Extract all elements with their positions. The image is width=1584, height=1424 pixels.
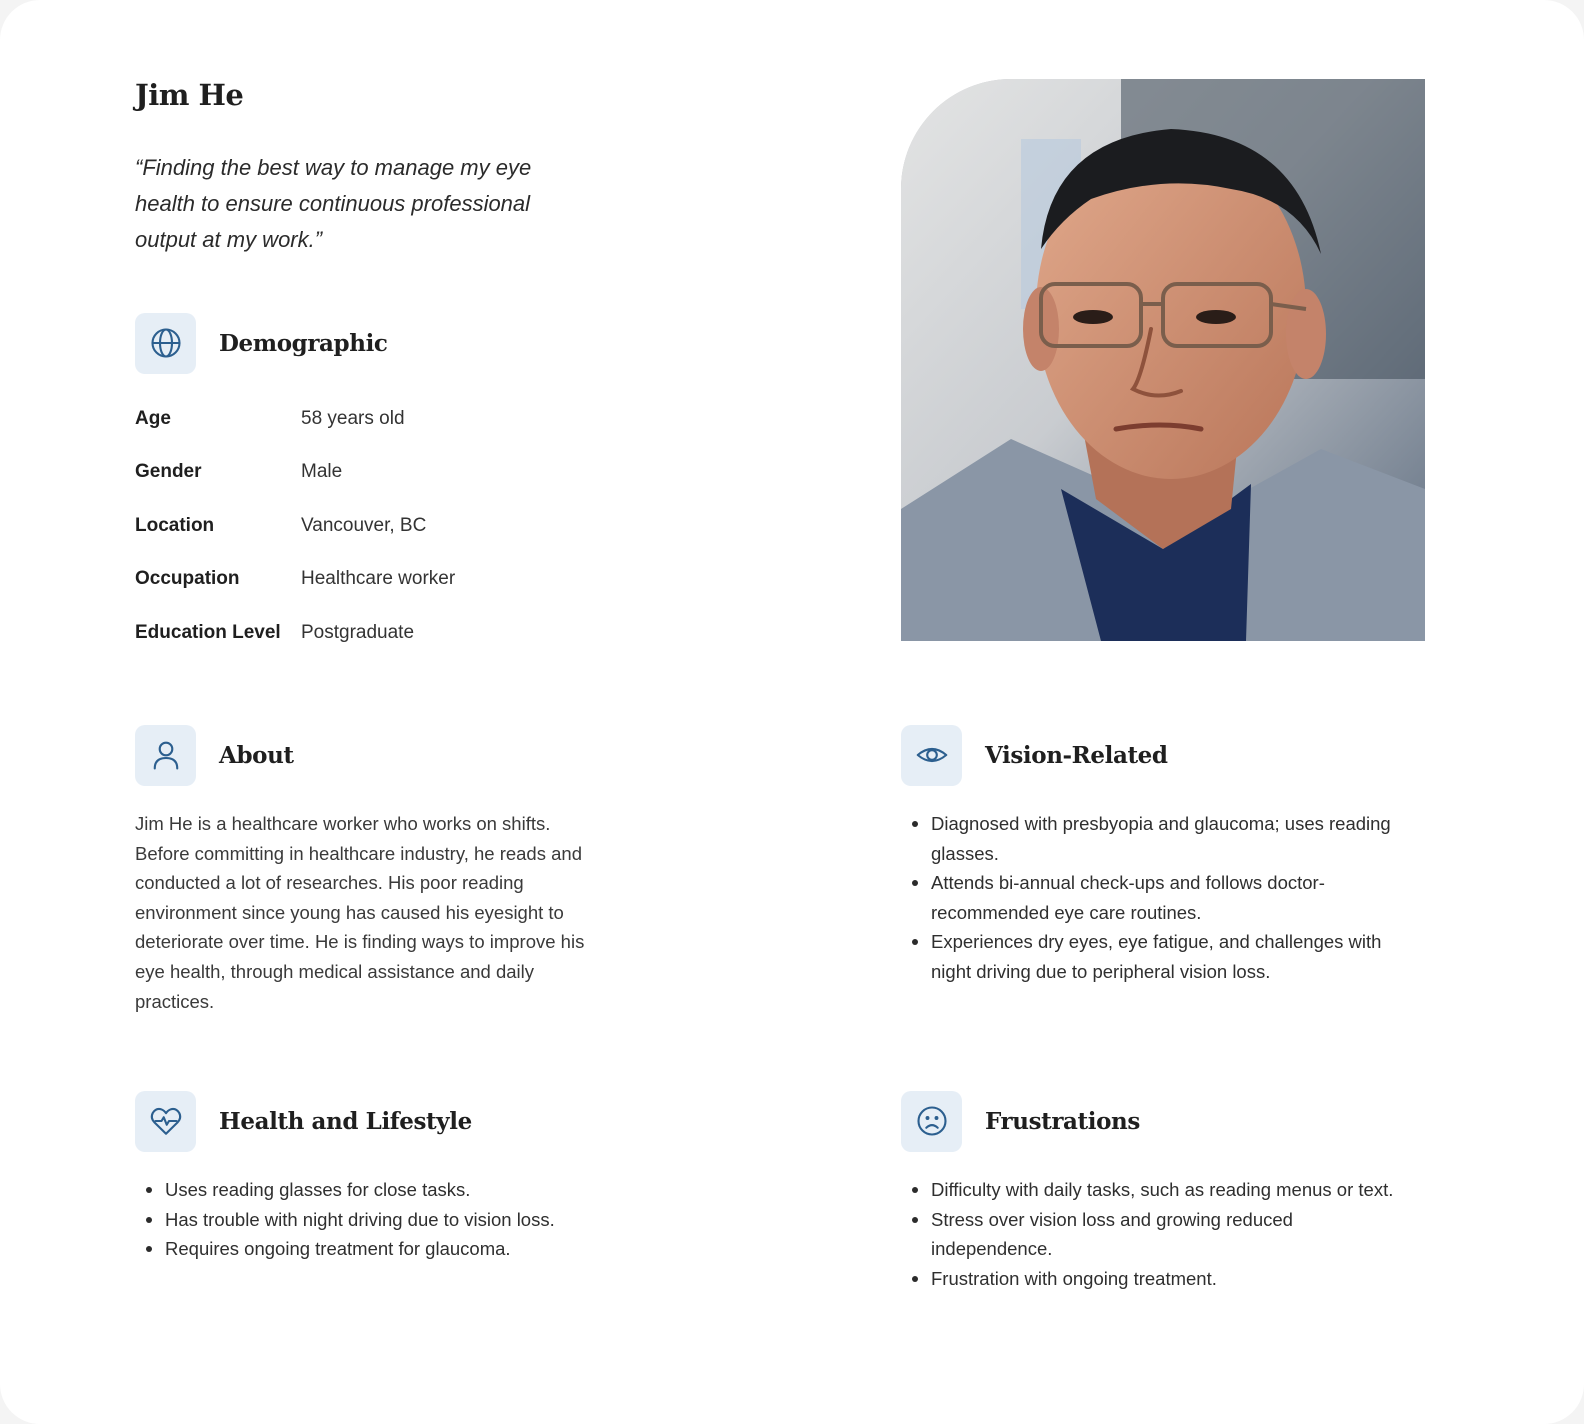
demographic-title: Demographic bbox=[219, 329, 388, 357]
row-label: Education Level bbox=[135, 621, 281, 643]
globe-icon bbox=[135, 313, 196, 374]
list-item: Has trouble with night driving due to vision loss. bbox=[165, 1205, 635, 1235]
persona-quote: “Finding the best way to manage my eye health to ensure continuous professional output at my work.” bbox=[135, 155, 532, 252]
list-item: Difficulty with daily tasks, such as reading menus or text. bbox=[931, 1175, 1401, 1205]
vision-header bbox=[901, 724, 1168, 786]
row-label: Location bbox=[135, 514, 215, 536]
table-row bbox=[135, 606, 455, 660]
frustrations-list bbox=[901, 1175, 1401, 1293]
sad-face-icon bbox=[901, 1091, 962, 1152]
row-label: Age bbox=[135, 407, 171, 429]
health-title: Health and Lifestyle bbox=[219, 1107, 472, 1135]
frustrations-title: Frustrations bbox=[985, 1107, 1140, 1135]
list-item: Stress over vision loss and growing reduced independence. bbox=[931, 1205, 1401, 1264]
vision-title: Vision-Related bbox=[985, 741, 1168, 769]
table-row bbox=[135, 446, 455, 500]
frustrations-header bbox=[901, 1090, 1140, 1152]
demographic-header bbox=[135, 312, 388, 374]
health-header bbox=[135, 1090, 472, 1152]
table-row bbox=[135, 553, 455, 607]
row-value: Postgraduate bbox=[301, 621, 415, 643]
demographic-table bbox=[135, 392, 455, 660]
row-value: Healthcare worker bbox=[301, 568, 456, 590]
vision-list bbox=[901, 809, 1401, 987]
heart-pulse-icon bbox=[135, 1091, 196, 1152]
persona-name: Jim He bbox=[135, 78, 244, 112]
about-title: About bbox=[219, 741, 294, 769]
about-text: Jim He is a healthcare worker who works on shifts. Before committing in healthcare industry, he reads and conducted a lot of researches. His poor reading environment since young has caused his eyesight to deteriorate over time. He is finding ways to improve his eye health, through medical assistance and daily practices. bbox=[135, 813, 585, 1012]
user-icon bbox=[135, 725, 196, 786]
health-list bbox=[135, 1175, 635, 1264]
list-item: Requires ongoing treatment for glaucoma. bbox=[165, 1234, 635, 1264]
eye-icon bbox=[901, 725, 962, 786]
row-value: Male bbox=[301, 461, 343, 483]
table-row bbox=[135, 499, 455, 553]
row-value: 58 years old bbox=[301, 407, 405, 429]
table-row bbox=[135, 392, 455, 446]
list-item: Attends bi-annual check-ups and follows doctor-recommended eye care routines. bbox=[931, 868, 1401, 927]
list-item: Frustration with ongoing treatment. bbox=[931, 1264, 1401, 1294]
about-header bbox=[135, 724, 294, 786]
persona-photo bbox=[901, 79, 1425, 641]
row-label: Occupation bbox=[135, 568, 240, 590]
list-item: Diagnosed with presbyopia and glaucoma; uses reading glasses. bbox=[931, 809, 1401, 868]
row-label: Gender bbox=[135, 461, 202, 483]
portrait-illustration bbox=[901, 79, 1425, 641]
row-value: Vancouver, BC bbox=[301, 514, 427, 536]
list-item: Experiences dry eyes, eye fatigue, and challenges with night driving due to peripheral vision loss. bbox=[931, 927, 1401, 986]
list-item: Uses reading glasses for close tasks. bbox=[165, 1175, 635, 1205]
